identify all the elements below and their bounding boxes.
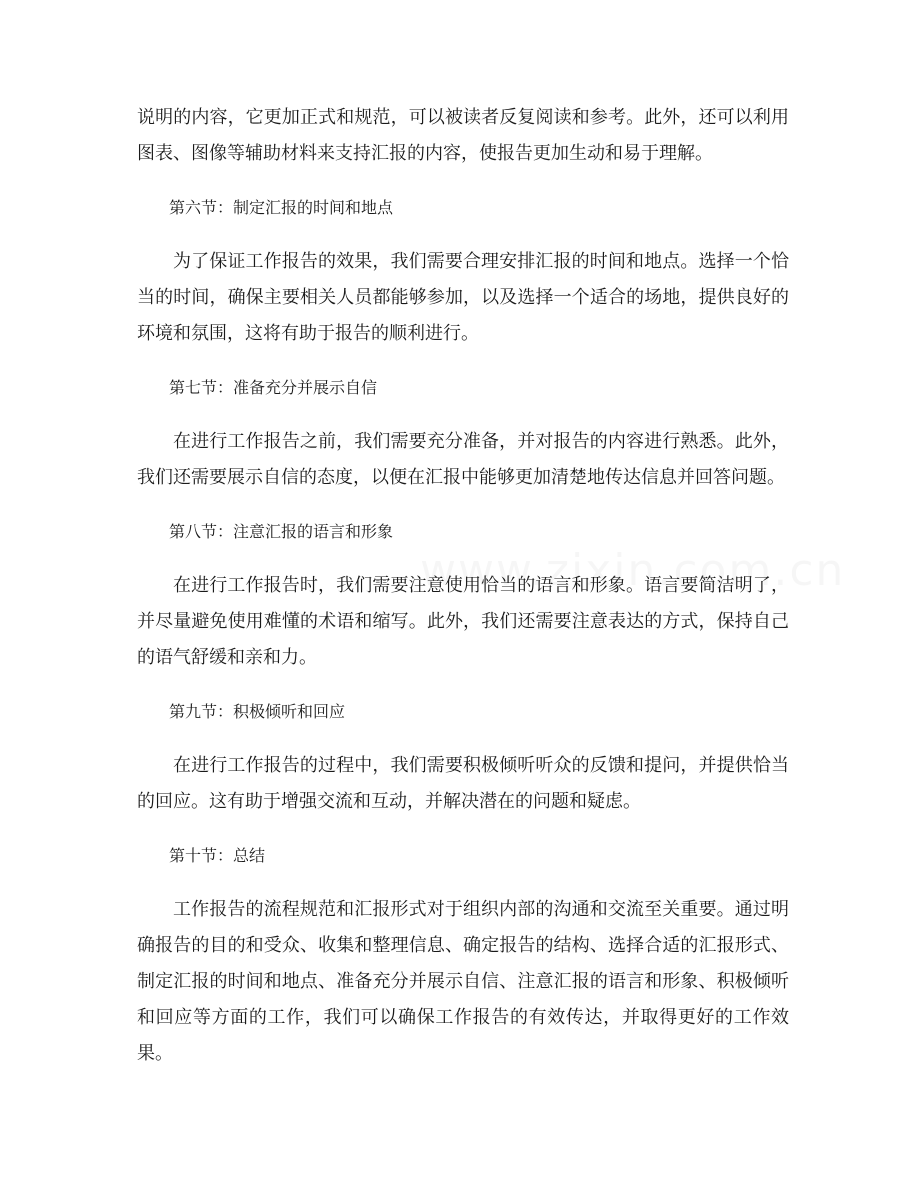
paragraph-continuation: 说明的内容，它更加正式和规范，可以被读者反复阅读和参考。此外，还可以利用图表、图像等辅助材料来支持汇报的内容，使报告更加生动和易于理解。: [137, 107, 789, 164]
section-9-paragraph: 在进行工作报告的过程中，我们需要积极倾听听众的反馈和提问，并提供恰当的回应。这有助于增强交流和互动，并解决潜在的问题和疑虑。: [137, 755, 789, 812]
section-heading-10: 第十节：总结: [169, 846, 266, 865]
section-heading-6: 第六节：制定汇报的时间和地点: [169, 198, 394, 217]
section-8-paragraph: 在进行工作报告时，我们需要注意使用恰当的语言和形象。语言要简洁明了，并尽量避免使用难懂的术语和缩写。此外，我们还需要注意表达的方式，保持自己的语气舒缓和亲和力。: [137, 575, 789, 668]
document-body: [137, 100, 789, 1072]
section-7-paragraph: 在进行工作报告之前，我们需要充分准备，并对报告的内容进行熟悉。此外，我们还需要展示自信的态度，以便在汇报中能够更加清楚地传达信息并回答问题。: [137, 431, 789, 488]
section-heading-9: 第九节：积极倾听和回应: [169, 702, 346, 721]
section-heading-7: 第七节：准备充分并展示自信: [169, 378, 378, 397]
section-10-paragraph: 工作报告的流程规范和汇报形式对于组织内部的沟通和交流至关重要。通过明确报告的目的和受众、收集和整理信息、确定报告的结构、选择合适的汇报形式、制定汇报的时间和地点、准备充分并展示自信、注意汇报的语言和形象、积极倾听和回应等方面的工作，我们可以确保工作报告的有效传达，并取得更好的工作效果。: [137, 899, 789, 1064]
section-6-paragraph: 为了保证工作报告的效果，我们需要合理安排汇报的时间和地点。选择一个恰当的时间，确保主要相关人员都能够参加，以及选择一个适合的场地，提供良好的环境和氛围，这将有助于报告的顺利进行。: [137, 251, 789, 344]
section-heading-8: 第八节：注意汇报的语言和形象: [169, 522, 394, 541]
